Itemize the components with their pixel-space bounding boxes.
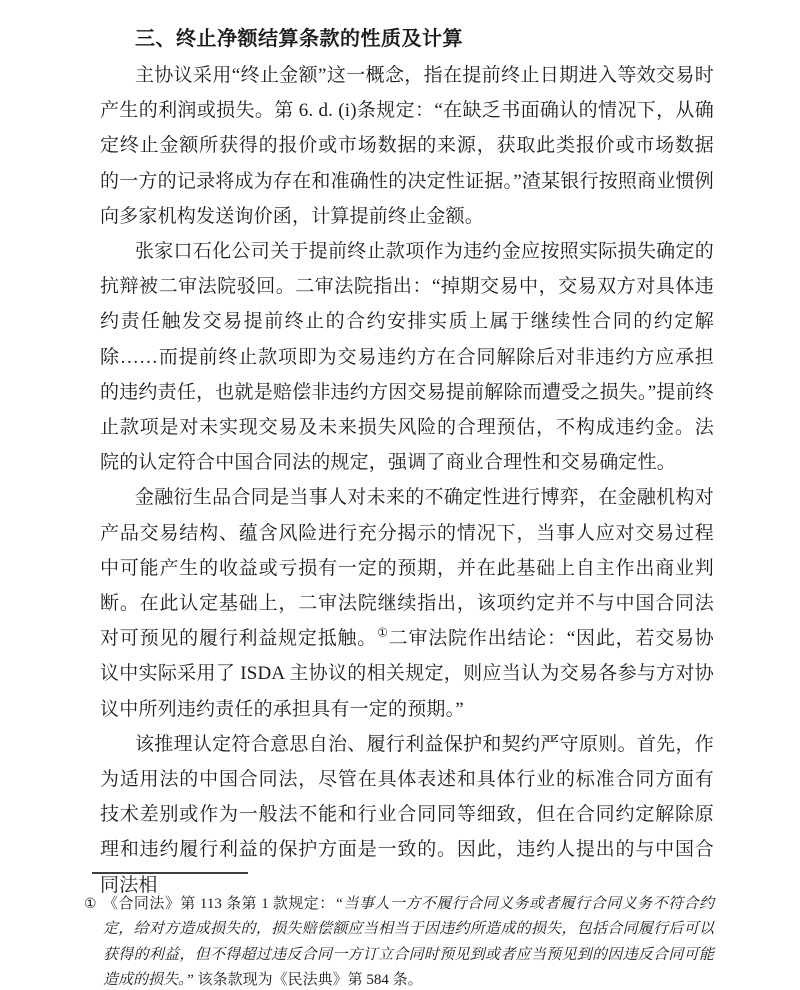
paragraph-2: 张家口石化公司关于提前终止款项作为违约金应按照实际损失确定的抗辩被二审法院驳回。二审法院指出：“掉期交易中，交易双方对具体违约责任触发交易提前终止的合约安排实质上属于继续性合同的约定解除……而提前终止款项即为交易违约方在合同解除后对非违约方应承担的违约责任，也就是赔偿非违约方因交易提前解除而遭受之损失。”提前终止款项是对未实现交易及未来损失风险的合理预估，不构成违约金。法院的认定符合中国合同法的规定，强调了商业合理性和交易确定性。 [100,241,714,474]
footnote-area [84,872,714,990]
footnote-quote: “当事人一方不履行合同义务或者履行合同义务不符合约定，给对方造成损失的，损失赔偿额应当相当于因违约所造成的损失，包括合同履行后可以获得的利益，但不得超过违反合同一方订立合同时预见到或者应当预见到的因违反合同可能造成的损失。” [103,896,714,989]
footnote [84,892,714,990]
footnote-separator-line [92,872,248,874]
footnote-reference-marker: ① [377,625,389,640]
footnote-lead: 《合同法》第 113 条第 1 款规定： [103,896,335,912]
paragraph-4: 该推理认定符合意思自治、履行利益保护和契约严守原则。首先，作为适用法的中国合同法，尽管在具体表述和具体行业的标准合同方面有技术差别或作为一般法不能和行业合同同等细致，但在合同约定解除原理和违约履行利益的保护方面是一致的。因此，违约人提出的与中国合同法相 [100,733,714,896]
paragraph-3-text-after-ref: 二审法院作出结论：“因此，若交易协议中实际采用了 ISDA 主协议的相关规定，则应当认为交易各参与方对协议中所列违约责任的承担具有一定的预期。” [100,628,714,720]
paragraph-1: 主协议采用“终止金额”这一概念，指在提前终止日期进入等效交易时产生的利润或损失。第 6. d. (i)条规定：“在缺乏书面确认的情况下，从确定终止金额所获得的报价或市场数据的来源，获取此类报价或市场数据的一方的记录将成为存在和准确性的决定性证据。”渣某银行按照商业惯例向多家机构发送询价函，计算提前终止金额。 [100,65,714,227]
main-text-column [100,26,714,903]
footnote-marker: ① [84,897,97,912]
footnote-text [103,892,714,990]
paragraph-3-text-before-ref: 金融衍生品合同是当事人对未来的不确定性进行博弈，在金融机构对产品交易结构、蕴含风险进行充分揭示的情况下，当事人应对交易过程中可能产生的收益或亏损有一定的预期，并在此基础上自主作出商业判断。在此认定基础上，二审法院继续指出，该项约定并不与中国合同法对可预见的履行利益规定抵触。 [100,487,714,650]
footnote-tail: 该条款现为《民法典》第 584 条。 [193,972,423,989]
section-heading: 三、终止净额结算条款的性质及计算 [135,28,463,50]
paragraph-3 [100,480,714,726]
